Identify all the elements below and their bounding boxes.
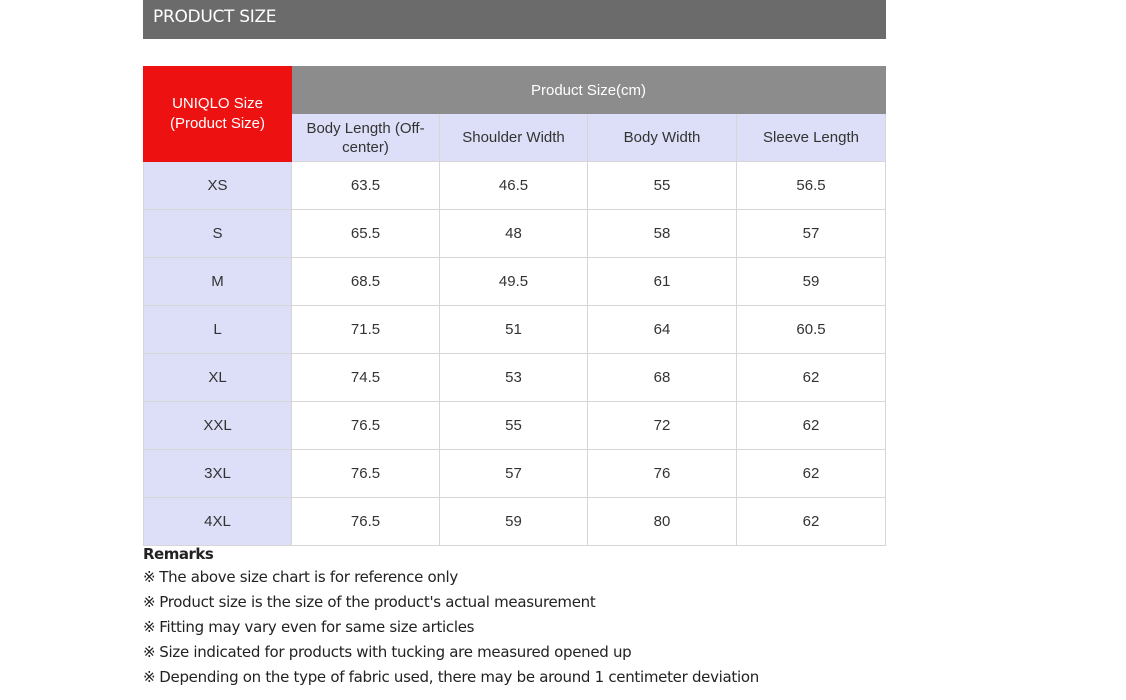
remark-item	[143, 665, 943, 690]
size-header-line-2: (Product Size)	[169, 115, 266, 132]
table-cell: 53	[440, 354, 588, 402]
row-size-label: XL	[144, 354, 292, 402]
table-cell: 62	[737, 354, 886, 402]
reference-mark-icon: ※	[143, 668, 156, 686]
table-cell: 56.5	[737, 162, 886, 210]
table-row	[144, 498, 886, 546]
table-row	[144, 210, 886, 258]
table-cell: 71.5	[292, 306, 440, 354]
remark-text: Fitting may vary even for same size articles	[159, 618, 475, 636]
size-header-line-1: UNIQLO Size	[172, 95, 263, 112]
remark-text: Product size is the size of the product's actual measurement	[159, 593, 596, 611]
table-cell: 62	[737, 498, 886, 546]
remark-text: Depending on the type of fabric used, there may be around 1 centimeter deviation	[159, 668, 759, 686]
table-row	[144, 258, 886, 306]
table-row	[144, 450, 886, 498]
table-cell: 60.5	[737, 306, 886, 354]
table-cell: 65.5	[292, 210, 440, 258]
table-cell: 59	[737, 258, 886, 306]
table-cell: 68	[588, 354, 737, 402]
remark-item	[143, 565, 943, 590]
reference-mark-icon: ※	[143, 593, 156, 611]
table-cell: 58	[588, 210, 737, 258]
row-size-label: 4XL	[144, 498, 292, 546]
table-cell: 57	[440, 450, 588, 498]
table-cell: 55	[588, 162, 737, 210]
row-size-label: L	[144, 306, 292, 354]
remark-item	[143, 590, 943, 615]
table-cell: 61	[588, 258, 737, 306]
table-cell: 46.5	[440, 162, 588, 210]
size-table-body	[144, 162, 886, 546]
table-cell: 48	[440, 210, 588, 258]
reference-mark-icon: ※	[143, 643, 156, 661]
table-row	[144, 354, 886, 402]
column-header-body-length: Body Length (Off-center)	[292, 114, 440, 162]
row-size-label: XS	[144, 162, 292, 210]
table-row	[144, 402, 886, 450]
remarks-section	[143, 543, 943, 690]
product-size-group-header: Product Size(cm)	[292, 67, 886, 114]
remarks-list	[143, 565, 943, 690]
reference-mark-icon: ※	[143, 568, 156, 586]
table-cell: 51	[440, 306, 588, 354]
table-cell: 62	[737, 450, 886, 498]
section-header-bar	[143, 0, 886, 39]
column-header-body-width: Body Width	[588, 114, 737, 162]
size-chart-table	[143, 66, 886, 546]
remark-item	[143, 640, 943, 665]
reference-mark-icon: ※	[143, 618, 156, 636]
row-size-label: M	[144, 258, 292, 306]
size-column-header	[144, 67, 292, 162]
remarks-title: Remarks	[143, 545, 214, 563]
table-cell: 80	[588, 498, 737, 546]
table-cell: 68.5	[292, 258, 440, 306]
table-cell: 57	[737, 210, 886, 258]
table-cell: 63.5	[292, 162, 440, 210]
row-size-label: 3XL	[144, 450, 292, 498]
table-row	[144, 306, 886, 354]
row-size-label: S	[144, 210, 292, 258]
table-cell: 59	[440, 498, 588, 546]
row-size-label: XXL	[144, 402, 292, 450]
table-cell: 74.5	[292, 354, 440, 402]
table-cell: 76.5	[292, 402, 440, 450]
table-cell: 76.5	[292, 450, 440, 498]
table-cell: 76	[588, 450, 737, 498]
table-cell: 62	[737, 402, 886, 450]
remark-text: Size indicated for products with tucking are measured opened up	[159, 643, 632, 661]
column-header-sleeve-length: Sleeve Length	[737, 114, 886, 162]
column-header-shoulder-width: Shoulder Width	[440, 114, 588, 162]
table-cell: 64	[588, 306, 737, 354]
remark-item	[143, 615, 943, 640]
table-cell: 55	[440, 402, 588, 450]
section-title: PRODUCT SIZE	[153, 7, 277, 27]
table-cell: 49.5	[440, 258, 588, 306]
table-cell: 76.5	[292, 498, 440, 546]
table-row	[144, 162, 886, 210]
table-cell: 72	[588, 402, 737, 450]
remark-text: The above size chart is for reference only	[159, 568, 458, 586]
